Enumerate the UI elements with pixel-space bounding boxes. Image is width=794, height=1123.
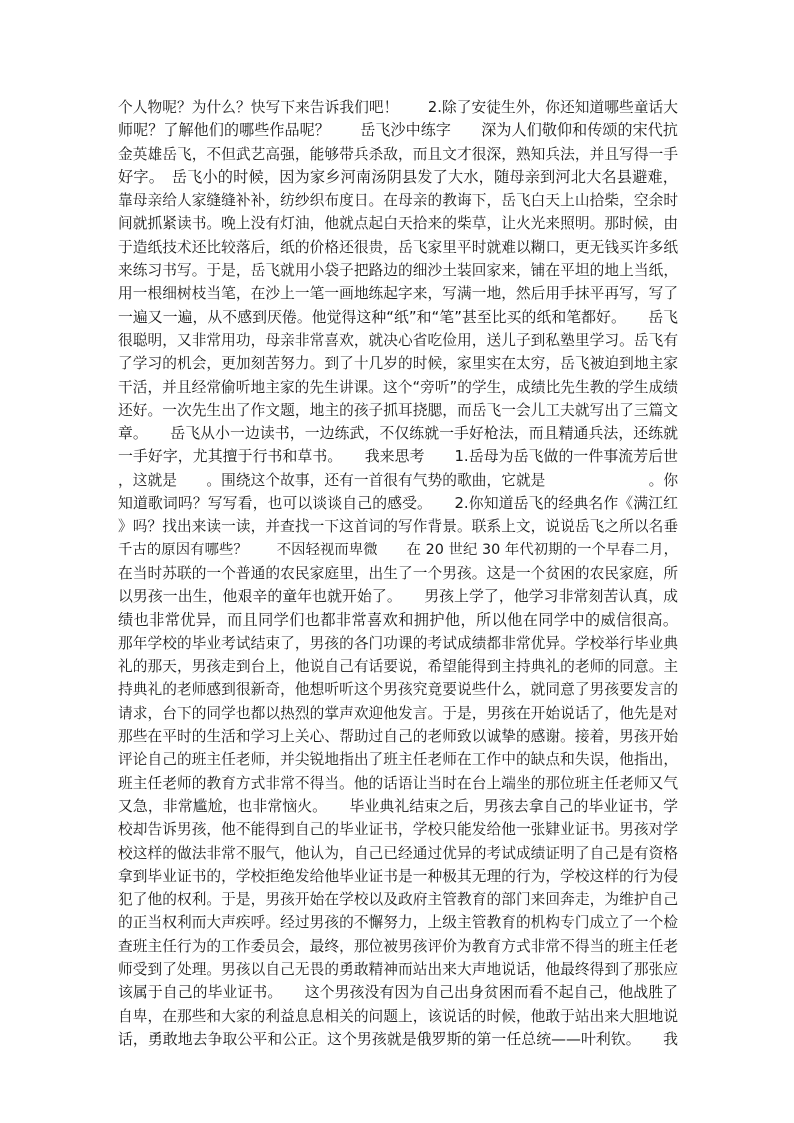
text-line: 又急，非常尴尬，也非常恼火。 毕业典礼结束之后，男孩去拿自己的毕业证书，学 [118, 796, 678, 815]
text-line: 干活，并且经常偷听地主家的先生讲课。这个“旁听”的学生，成绩比先生教的学生成绩 [118, 378, 678, 396]
text-line: 持典礼的老师感到很新奇，他想听听这个男孩究竟要说些什么，就同意了男孩要发言的 [118, 681, 678, 699]
text-line: 校这样的做法非常不服气，他认为，自己已经通过优异的考试成绩证明了自己是有资格 [118, 844, 678, 862]
text-line: 校却告诉男孩，他不能得到自己的毕业证书，学校只能发给他一张肄业证书。男孩对学 [118, 821, 678, 839]
text-line: ，这就是 。围绕这个故事，还有一首很有气势的歌曲，它就是 。你 [118, 471, 678, 489]
text-line: 班主任老师的教育方式非常不得当。他的话语让当时在台上端坐的那位班主任老师又气 [118, 774, 678, 792]
text-line: 了学习的机会，更加刻苦努力。到了十几岁的时候，家里实在太穷，岳飞被迫到地主家 [118, 355, 678, 373]
text-line: 靠母亲给人家缝缝补补，纺纱织布度日。在母亲的教诲下，岳飞白天上山拾柴，空余时 [118, 192, 678, 210]
text-line: 师呢？了解他们的哪些作品呢？ 岳飞沙中练字 深为人们敬仰和传颂的宋代抗 [118, 121, 678, 140]
text-line: 评论自己的班主任老师，并尖锐地指出了班主任老师在工作中的缺点和失误，他指出， [118, 751, 678, 769]
text-line: 金英雄岳飞，不但武艺高强，能够带兵杀敌，而且文才很深，熟知兵法，并且写得一手 [118, 145, 678, 163]
text-line: 一手好字，尤其擅于行书和草书。 我来思考 1.岳母为岳飞做的一件事流芳后世 [118, 447, 678, 466]
text-line: 很聪明，又非常用功，母亲非常喜欢，就决心省吃俭用，送儿子到私塾里学习。岳飞有 [118, 331, 678, 349]
text-line: 在当时苏联的一个普通的农民家庭里，出生了一个男孩。这是一个贫困的农民家庭，所 [118, 564, 678, 582]
text-line: 那些在平时的生活和学习上关心、帮助过自己的老师致以诚挚的感谢。接着，男孩开始 [118, 728, 678, 746]
text-line: 还好。一次先生出了作文题，地主的孩子抓耳挠腮，而岳飞一会儿工夫就写出了三篇文 [118, 401, 678, 419]
text-line: 礼的那天，男孩走到台上，他说自己有话要说，希望能得到主持典礼的老师的同意。主 [118, 658, 678, 676]
text-line: 绩也非常优异，而且同学们也都非常喜欢和拥护他，所以他在同学中的威信很高。 [118, 610, 678, 629]
text-line: 章。 岳飞从小一边读书，一边练武，不仅练就一手好枪法，而且精通兵法，还练就 [118, 424, 678, 443]
text-line: 那年学校的毕业考试结束了，男孩的各门功课的考试成绩都非常优异。学校举行毕业典 [118, 634, 678, 652]
text-line: 来练习书写。于是，岳飞就用小袋子把路边的细沙土装回家来，铺在平坦的地上当纸， [118, 262, 678, 280]
text-line: 间就抓紧读书。晚上没有灯油，他就点起白天拾来的柴草，让火光来照明。那时候，由 [118, 215, 678, 233]
text-line: 自卑，在那些和大家的利益息息相关的问题上，该说话的时候，他敢于站出来大胆地说 [118, 1007, 678, 1025]
text-line: 千古的原因有哪些？ 不因轻视而卑微 在 20 世纪 30 年代初期的一个早春二月， [118, 541, 678, 558]
text-line: 个人物呢？为什么？快写下来告诉我们吧！ 2.除了安徒生外，你还知道哪些童话大 [118, 99, 678, 116]
text-line: 好字。 岳飞小的时候，因为家乡河南汤阴县发了大水，随母亲到河北大名县避难， [118, 167, 678, 186]
text-line: 犯了他的权利。于是，男孩开始在学校以及政府主管教育的部门来回奔走，为维护自己 [118, 891, 678, 909]
text-line: 》吗？找出来读一读，并查找一下这首词的写作背景。联系上文，说说岳飞之所以名垂 [118, 518, 678, 536]
text-line: 拿到毕业证书的，学校拒绝发给他毕业证书是一种极其无理的行为，学校这样的行为侵 [118, 867, 678, 885]
text-line: 以男孩一出生，他艰辛的童年也就开始了。 男孩上学了，他学习非常刻苦认真，成 [118, 587, 678, 606]
text-line: 一遍又一遍，从不感到厌倦。他觉得这种“纸”和“笔”甚至比买的纸和笔都好。 岳飞 [118, 308, 678, 326]
text-line: 话，勇敢地去争取公平和公正。这个男孩就是俄罗斯的第一任总统——叶利钦。 我 [118, 1029, 678, 1048]
text-line: 于造纸技术还比较落后，纸的价格还很贵，岳飞家里平时就难以糊口，更无钱买许多纸 [118, 238, 678, 256]
text-line: 师受到了处理。男孩以自己无畏的勇敢精神而站出来大声地说话，他最终得到了那张应 [118, 960, 678, 978]
text-line: 知道歌词吗？写写看，也可以谈谈自己的感受。 2.你知道岳飞的经典名作《满江红 [118, 494, 678, 513]
text-line: 的正当权利而大声疾呼。经过男孩的不懈努力，上级主管教育的机构专门成立了一个检 [118, 914, 678, 932]
text-line: 用一根细树枝当笔，在沙上一笔一画地练起字来，写满一地，然后用手抹平再写，写了 [118, 285, 678, 303]
document-body [118, 96, 678, 1051]
text-line: 请求，台下的同学也都以热烈的掌声欢迎他发言。于是，男孩在开始说话了，他先是对 [118, 704, 678, 722]
text-line: 查班主任行为的工作委员会，最终，那位被男孩评价为教育方式非常不得当的班主任老 [118, 937, 678, 955]
text-line: 该属于自己的毕业证书。 这个男孩没有因为自己出身贫困而看不起自己，他战胜了 [118, 983, 678, 1002]
